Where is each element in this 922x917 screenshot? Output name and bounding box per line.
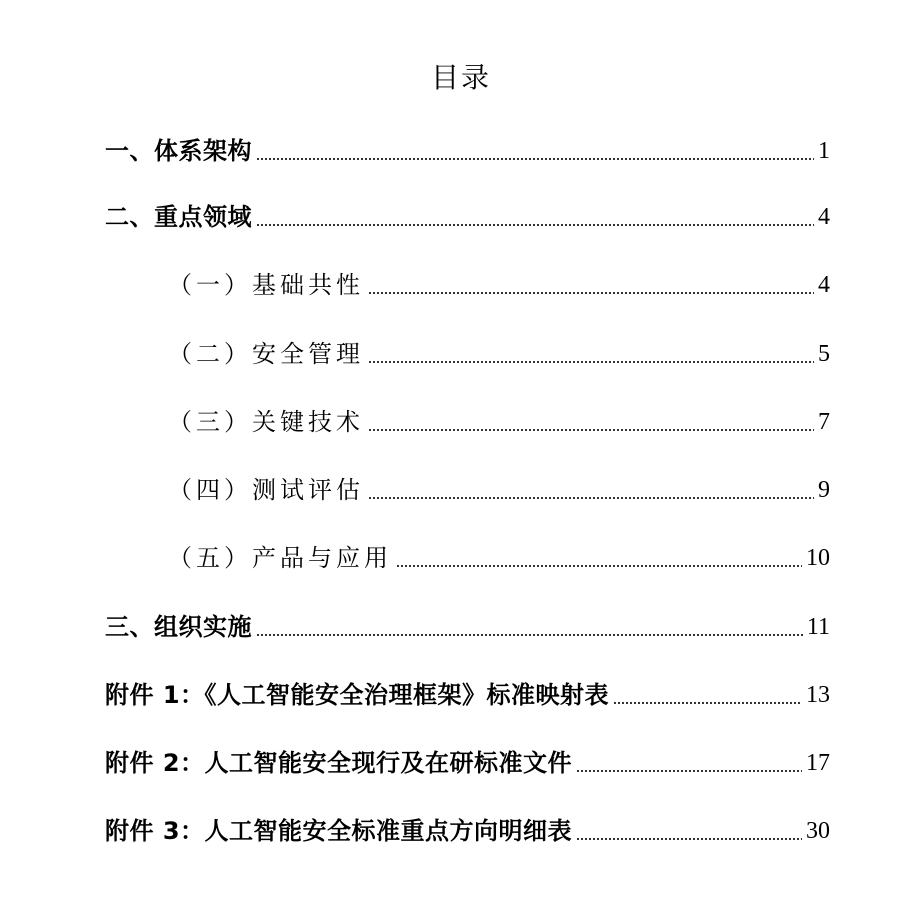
toc-title: 目录: [430, 61, 491, 94]
toc-entry-security-management[interactable]: [168, 337, 830, 371]
toc-entry-appendix-3[interactable]: [105, 814, 830, 848]
toc-entry-label: 附件 2：人工智能安全现行及在研标准文件: [105, 749, 573, 777]
toc-entry-products-applications[interactable]: [168, 541, 830, 575]
toc-entry-page-number: 4: [818, 204, 830, 230]
dot-leader: [368, 497, 814, 499]
toc-entry-appendix-2[interactable]: [105, 746, 830, 780]
toc-entry-page-number: 13: [806, 682, 830, 708]
dot-leader: [576, 838, 802, 840]
toc-entry-label: 三、组织实施: [105, 613, 252, 641]
toc-entry-label: （四）测试评估: [168, 476, 364, 504]
toc-entry-page-number: 10: [806, 545, 830, 571]
dot-leader: [576, 770, 802, 772]
toc-entry-testing-evaluation[interactable]: [168, 473, 830, 507]
toc-entry-page-number: 7: [818, 409, 830, 435]
toc-entry-page-number: 4: [818, 272, 830, 298]
dot-leader: [256, 224, 814, 226]
toc-entry-key-technologies[interactable]: [168, 405, 830, 439]
toc-entry-page-number: 5: [818, 341, 830, 367]
toc-entry-architecture[interactable]: [105, 134, 830, 168]
toc-entry-page-number: 17: [806, 750, 830, 776]
toc-entry-label: 一、体系架构: [105, 137, 252, 165]
toc-entry-key-areas[interactable]: [105, 200, 830, 234]
toc-entry-label: （二）安全管理: [168, 340, 364, 368]
toc-entry-label: （五）产品与应用: [168, 544, 392, 572]
toc-entry-label: 二、重点领域: [105, 203, 252, 231]
toc-entry-page-number: 9: [818, 477, 830, 503]
toc-entry-label: 附件 1：《人工智能安全治理框架》标准映射表: [105, 681, 610, 709]
dot-leader: [368, 292, 814, 294]
toc-entry-page-number: 11: [806, 614, 830, 640]
dot-leader: [368, 429, 814, 431]
toc-entry-appendix-1[interactable]: [105, 678, 830, 712]
toc-entry-label: 附件 3：人工智能安全标准重点方向明细表: [105, 817, 573, 845]
toc-entry-page-number: 30: [806, 818, 830, 844]
dot-leader: [256, 158, 814, 160]
toc-entry-label: （一）基础共性: [168, 271, 364, 299]
toc-entry-label: （三）关键技术: [168, 408, 364, 436]
dot-leader: [613, 702, 802, 704]
toc-entry-page-number: 1: [818, 138, 830, 164]
toc-entry-implementation[interactable]: [105, 610, 830, 644]
dot-leader: [396, 565, 802, 567]
dot-leader: [256, 634, 803, 636]
toc-entry-foundation[interactable]: [168, 268, 830, 302]
dot-leader: [368, 361, 814, 363]
